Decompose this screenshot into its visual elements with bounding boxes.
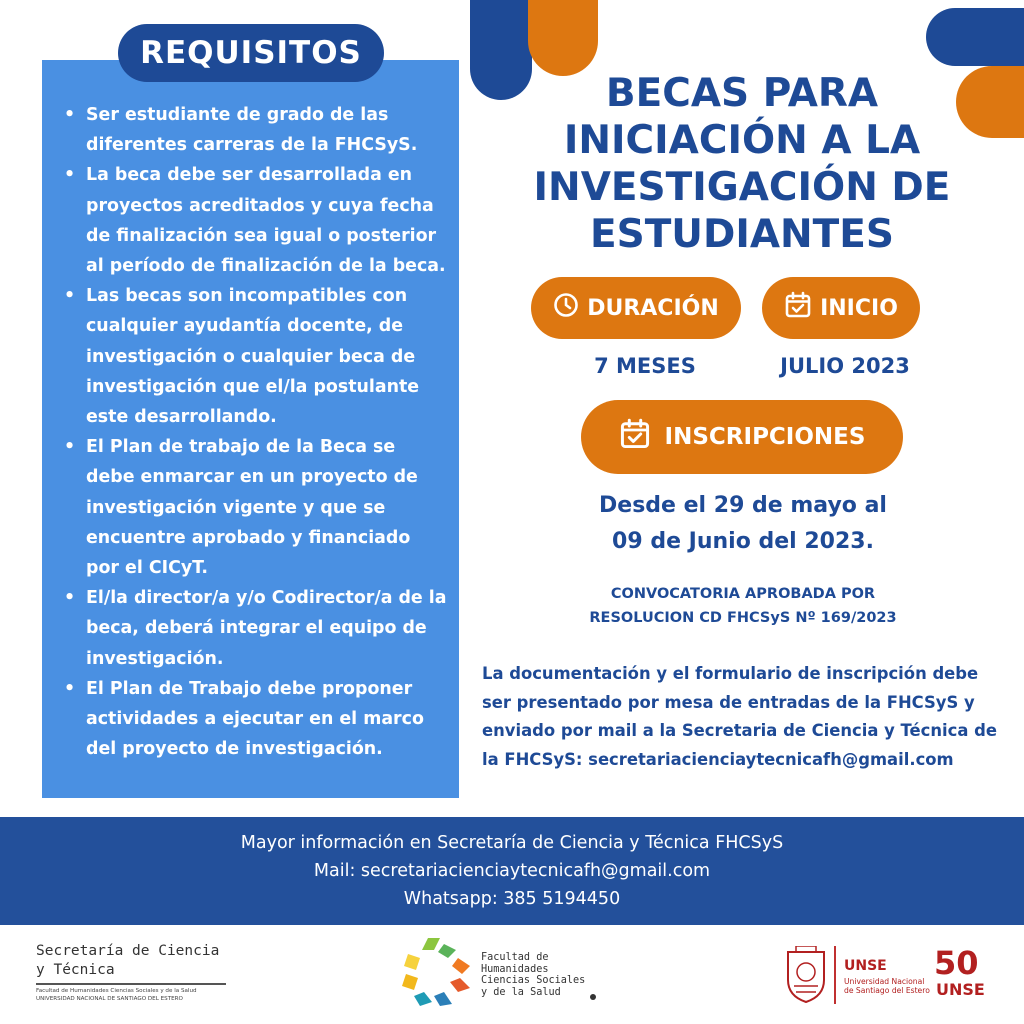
logo-text: y Técnica (36, 962, 115, 978)
dates-line: Desde el 29 de mayo al (599, 493, 887, 518)
convocatoria-line: CONVOCATORIA APROBADA POR (610, 586, 876, 602)
logo-subtext: UNIVERSIDAD NACIONAL DE SANTIAGO DEL ESTERO (36, 996, 183, 1002)
calendar-check-icon (784, 291, 812, 325)
facultad-emblem-icon (400, 936, 476, 1010)
divider (36, 983, 226, 985)
info-band (0, 817, 1024, 925)
documentacion-line: la FHCSyS: secretariacienciaytecnicafh@gmail.com (482, 749, 954, 769)
logo-text: Ciencias Sociales (481, 975, 586, 986)
title-line: INVESTIGACIÓN DE (533, 165, 951, 210)
documentacion-text (482, 660, 1012, 774)
dates-line: 09 de Junio del 2023. (612, 529, 874, 554)
inscripciones-label: INSCRIPCIONES (664, 424, 866, 450)
logo-text: Secretaría de Ciencia (36, 943, 220, 959)
inicio-label: INICIO (820, 295, 898, 321)
title-line: ESTUDIANTES (589, 212, 895, 257)
list-item: • El/la director/a y/o Codirector/a de la beca, deberá integrar el equipo de investigación. (62, 583, 447, 674)
facultad-logo (400, 936, 610, 1010)
inicio-value: JULIO 2023 (780, 354, 910, 378)
info-whatsapp: Whatsapp: 385 5194450 (403, 889, 621, 909)
inicio-badge (762, 277, 920, 339)
documentacion-line: ser presentado por mesa de entradas de la FHCSyS y (482, 692, 975, 712)
logo-text: y de la Salud (481, 986, 561, 998)
unse-logo (784, 944, 994, 1008)
divider (834, 946, 836, 1004)
title-line: BECAS PARA (605, 71, 879, 116)
convocatoria-line: RESOLUCION CD FHCSyS Nº 169/2023 (589, 610, 897, 626)
unse-name: UNSE (844, 958, 887, 974)
list-item: • Las becas son incompatibles con cualquier ayudantía docente, de investigación o cualquier beca de investigación que el/la postulante este desarrollando. (62, 281, 447, 432)
list-item: • Ser estudiante de grado de las diferentes carreras de la FHCSyS. (62, 100, 447, 160)
inscripciones-dates (560, 488, 926, 560)
duracion-value: 7 MESES (594, 354, 696, 378)
logo-text: de Santiago del Estero (844, 986, 930, 995)
calendar-check-icon (619, 418, 651, 456)
list-item: • La beca debe ser desarrollada en proyectos acreditados y cuya fecha de finalización sea igual o posterior al período de finalización de la beca. (62, 160, 447, 281)
anniversary-label: UNSE (936, 980, 985, 999)
secretaria-logo (36, 942, 246, 1003)
info-line: Mayor información en Secretaría de Ciencia y Técnica FHCSyS (240, 833, 784, 853)
duracion-badge (531, 277, 741, 339)
convocatoria-note (560, 582, 926, 630)
documentacion-line: enviado por mail a la Secretaria de Ciencia y Técnica de (482, 721, 997, 740)
info-email: Mail: secretariacienciaytecnicafh@gmail.com (313, 861, 711, 881)
list-item: • El Plan de Trabajo debe proponer actividades a ejecutar en el marco del proyecto de investigación. (62, 674, 447, 765)
decorative-dot (590, 994, 596, 1000)
inscripciones-badge (581, 400, 903, 474)
documentacion-line: La documentación y el formulario de inscripción debe (482, 664, 979, 683)
decorative-pill-orange (528, 0, 598, 76)
requisitos-list (62, 100, 447, 764)
list-item: • El Plan de trabajo de la Beca se debe enmarcar en un proyecto de investigación vigente y que se encuentre aprobado y financiado por el CICyT. (62, 432, 447, 583)
logo-text: Humanidades (481, 963, 549, 975)
logo-text: Universidad Nacional (844, 977, 925, 986)
anniversary-number: 50 (934, 944, 979, 982)
unse-shield-icon (784, 946, 828, 1004)
requisitos-title: REQUISITOS (118, 24, 384, 82)
logo-subtext: Facultad de Humanidades Ciencias Sociales y de la Salud (36, 988, 197, 994)
page-title (500, 70, 984, 258)
facultad-text (481, 952, 585, 998)
clock-icon (553, 292, 579, 324)
title-line: INICIACIÓN A LA (563, 118, 921, 163)
unse-subtitle (844, 977, 930, 995)
logo-text: Facultad de (481, 952, 549, 963)
decorative-pill-blue (926, 8, 1024, 66)
duracion-label: DURACIÓN (587, 295, 719, 321)
